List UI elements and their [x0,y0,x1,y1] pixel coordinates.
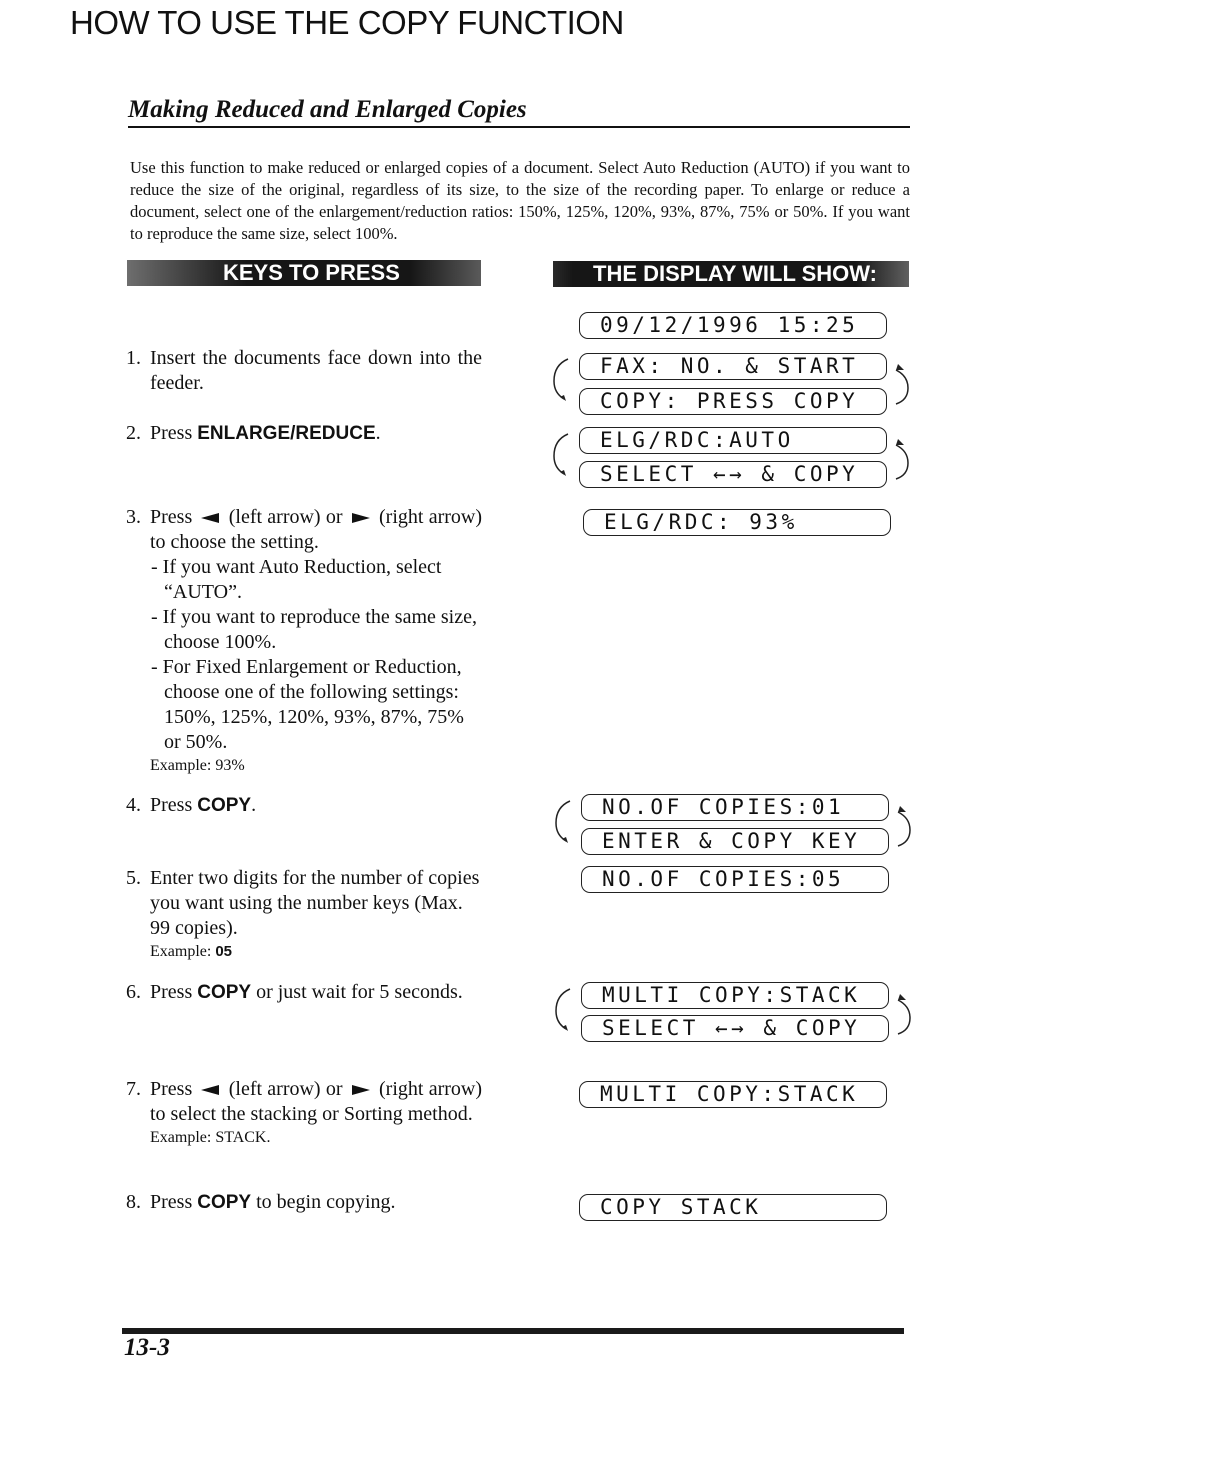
lcd-no-of-copies-01: NO.OF COPIES:01 [581,794,889,821]
lcd-copy-stack: COPY STACK [579,1194,887,1221]
alternating-right-bracket-icon [892,360,912,412]
lcd-fax-start: FAX: NO. & START [579,353,887,380]
alternating-left-bracket-icon [550,430,570,482]
step-3 [126,505,482,777]
step-number: 7. [126,1078,141,1100]
step-text-left: (left arrow) or [228,506,343,528]
keys-to-press-banner: KEYS TO PRESS [127,260,481,286]
intro-paragraph: Use this function to make reduced or enlarged copies of a document. Select Auto Reduction (AUTO) if you want to reduce the size of the original, regardless of its size, to the size of the recording paper. To enlarge or reduce a document, select one of the enlargement/reduction ratios: 150%, 125%, 120%, 93%, 87%, 75% or 50%. If you want to reproduce the same size, select 100%. [130,158,910,243]
lcd-date-time: 09/12/1996 15:25 [579,312,887,339]
step-text-pre: Press [150,422,198,444]
example-value: 05 [215,943,232,960]
enlarge-reduce-key: ENLARGE/REDUCE [197,423,376,444]
step-number: 2. [126,422,141,444]
step-text-pre: Press [150,1191,198,1213]
example-text: Example: STACK. [150,1129,271,1146]
alternating-left-bracket-icon [550,355,570,407]
step-text-pre: Press [150,981,198,1003]
step-number: 4. [126,794,141,816]
alternating-left-bracket-icon [552,797,572,849]
lcd-no-of-copies-05: NO.OF COPIES:05 [581,866,889,893]
step-text-post: . [375,422,381,444]
sub-bullet-auto: - If you want Auto Reduction, select “AUTO”. [151,556,442,603]
step-text-post: or just wait for 5 seconds. [251,981,463,1003]
lcd-elg-rdc-auto: ELG/RDC:AUTO [579,427,887,454]
step-7 [126,1077,482,1149]
alternating-left-bracket-icon [552,985,572,1037]
step-text-press: Press [150,506,193,528]
sub-bullet-same-size: - If you want to reproduce the same size, choose 100%. [151,606,477,653]
alternating-right-bracket-icon [892,435,912,487]
sub-bullet-fixed: - For Fixed Enlargement or Reduction, choose one of the following settings: 150%, 125%, 120%, 93%, 87%, 75% or 50%. [151,656,464,753]
lcd-select-copy: SELECT ←→ & COPY [579,461,887,488]
example-text: Example: 93% [150,757,245,774]
step-text-right: (right arrow) to select the stacking or Sorting method. [150,1078,482,1125]
step-5 [126,866,482,963]
section-title: Making Reduced and Enlarged Copies [128,96,910,128]
step-2 [126,421,482,446]
right-arrow-icon [352,1085,370,1095]
lcd-enter-copy-key: ENTER & COPY KEY [581,828,889,855]
example-label: Example: [150,943,216,960]
step-4 [126,793,482,818]
step-number: 1. [126,347,141,369]
left-arrow-icon [201,513,219,523]
footer-rule [122,1328,904,1334]
lcd-multi-copy-stack: MULTI COPY:STACK [581,982,889,1009]
step-6 [126,980,482,1005]
lcd-elg-rdc-93: ELG/RDC: 93% [583,509,891,536]
step-8 [126,1190,482,1215]
step-text-post: . [251,794,257,816]
lcd-multi-copy-stack: MULTI COPY:STACK [579,1081,887,1108]
step-text-press: Press [150,1078,193,1100]
step-text-right: (right arrow) to choose the setting. [150,506,482,553]
step-number: 3. [126,506,141,528]
step-text: Enter two digits for the number of copies you want using the number keys (Max. 99 copies). [150,867,480,939]
right-arrow-icon [352,513,370,523]
step-text-pre: Press [150,794,198,816]
example-text [126,941,482,963]
alternating-right-bracket-icon [894,990,914,1042]
left-arrow-icon [201,1085,219,1095]
step-text: Insert the documents face down into the feeder. [150,347,482,394]
step-number: 6. [126,981,141,1003]
step-text-post: to begin copying. [251,1191,396,1213]
page-title: HOW TO USE THE COPY FUNCTION [70,4,624,41]
step-1 [126,346,482,396]
step-number: 8. [126,1191,141,1213]
alternating-right-bracket-icon [894,802,914,854]
display-will-show-banner: THE DISPLAY WILL SHOW: [553,261,909,287]
lcd-copy-press: COPY: PRESS COPY [579,388,887,415]
copy-key: COPY [197,795,252,816]
page-number: 13-3 [124,1334,170,1361]
copy-key: COPY [197,982,252,1003]
step-text-left: (left arrow) or [228,1078,343,1100]
lcd-select-copy: SELECT ←→ & COPY [581,1015,889,1042]
copy-key: COPY [197,1192,252,1213]
step-number: 5. [126,867,141,889]
